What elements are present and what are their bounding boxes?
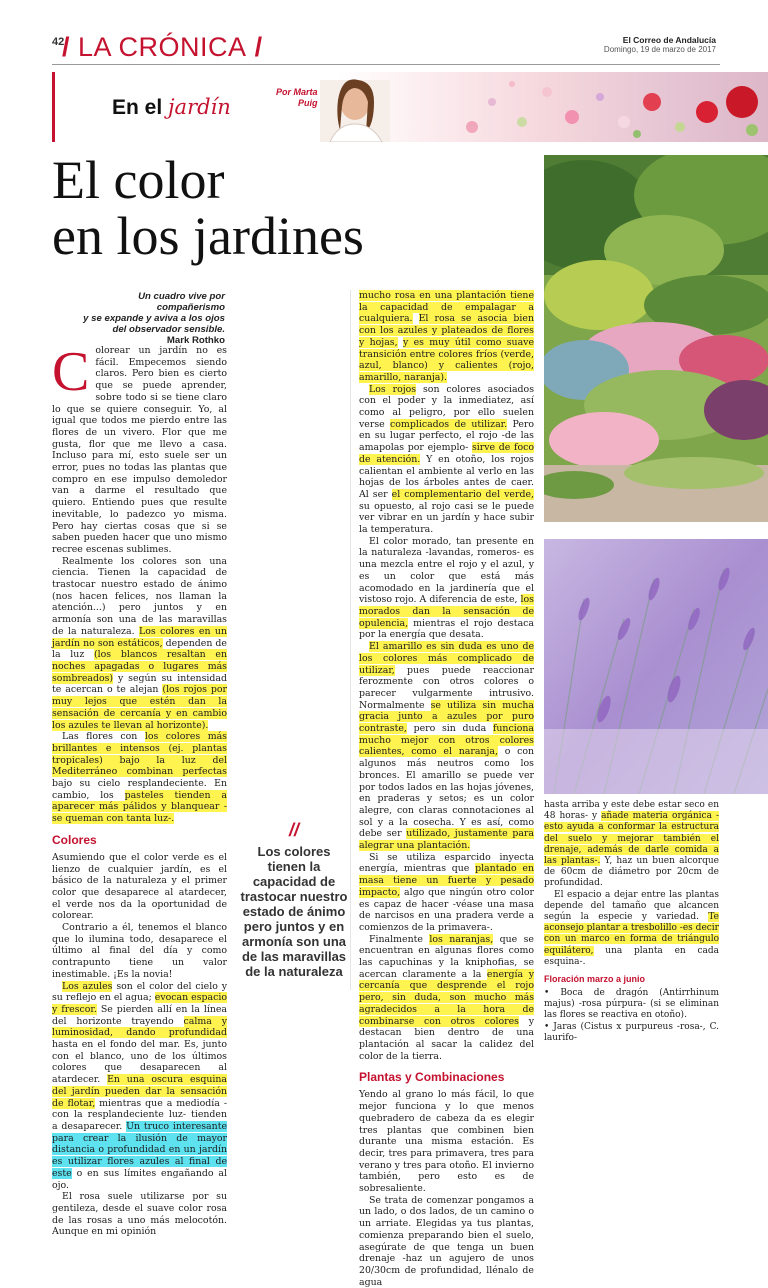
list-item: • Jaras (Cistus x purpureus -rosa-, C. laurifo- (544, 1021, 719, 1043)
paragraph: El amarillo es sin duda es uno de los colores más complicado de utilizar, pues puede reaccionar ferozmente con otros colores o parecer vulgarmente intrusivo. Normalmente se utiliza sin mucha gracia junto a azules por puro contraste, pero sin duda funciona mucho mejor con otros colores calientes, como el naranja, o con algunos más neutros como los bronces. El amarillo se puede ver por todos lados en las hojas jóvenes, en praderas y setos; es un color alegre, con claras connotaciones al sol y a la cosecha. Y es así, como debe ser utilizado, justamente para alegrar una plantación. (359, 641, 535, 852)
subheading: Colores (52, 832, 97, 847)
paragraph: Las flores con los colores más brillantes e intensos (ej. plantas tropicales) bajo la luz del Mediterráneo combinan perfectas bajo su cielo resplandeciente. En cambio, los pasteles tienden a aparecer más pálidos y blanquear -se queman con tanta luz-. (52, 731, 227, 825)
highlight: y es muy útil como suave transición entre colores fríos (verde, azul, blanco) y calientes (rojo, amarillo, naranja). (359, 336, 535, 383)
paragraph: Colorear un jardín no es fácil. Empecemos siendo claros. Pero bien es cierto que se puede aprender, sobre todo si se tiene claro lo que se quiere conseguir. Yo, al igual que todos me pierdo entre las flores de un vivero. Flor que me gusta, flor que me llevo a casa. Incluso para mí, esto suele ser un error, pues no todas las plantas que compro en ese impulso demoledor van a darme el resultado que quiero. Entiendo pues que resulte inevitable, lo padezco yo misma. Pero hay ciertas cosas que si se saben pueden hacer que uno mismo recree escenas sublimes. (52, 341, 227, 555)
garden-photo (544, 155, 768, 522)
highlight: Te aconsejo plantar a tresbolillo -es decir con un marco en forma de triángulo equilátero, (544, 912, 719, 956)
pull-quote (238, 820, 350, 979)
pull-quote-mark: // (288, 820, 299, 840)
paragraph: El espacio a dejar entre las plantas depende del tamaño que alcancen según la especie y variedad. Te aconsejo plantar a tresbolillo -es decir con un marco en forma de triángulo equilátero, una planta en cada esquina-. (544, 889, 719, 967)
list-item: • Boca de dragón (Antirrhinum majus) -rosa púrpura- (si se eliminan las flores se reactiva en otoño). (544, 988, 719, 1021)
highlight: los naranjas, (429, 933, 494, 945)
highlight-blue: Un truco interesante para crear la ilusión de mayor distancia o profundidad en un jardín es utilizar flores azules al final de este (52, 1121, 228, 1179)
paragraph: Realmente los colores son una ciencia. Tienen la capacidad de trastocar nuestro estado de ánimo (nos hacen felices, nos llaman la atención...) pero juntos y en armonía son una de las maravillas de la naturaleza. Los colores en un jardín no son estáticos, dependen de la luz (los blancos resaltan en noches apagadas o lugares más sombreados) y según su intensidad te acercan o te alejan (los rojos por muy lejos que estén dan la sensación de cercanía y en cambio los azules te llevan al horizonte). (52, 555, 228, 731)
highlight: se utiliza sin mucha gracia junto a azules por puro contraste, (359, 699, 534, 735)
lavender-photo (544, 539, 768, 794)
issue-date: Domingo, 19 de marzo de 2017 (603, 45, 716, 54)
paragraph: El rosa suele utilizarse por su gentileza, desde el suave color rosa de las rosas a uno más melocotón. Aunque en mi opinión (52, 1191, 227, 1238)
highlight: funciona mucho mejor con otros colores calientes, como el naranja, (359, 723, 534, 758)
section-title: / LA CRÓNICA / (62, 32, 263, 62)
byline: Por Marta Puig (276, 87, 318, 108)
header-rule (52, 64, 720, 65)
paragraph: Yendo al grano lo más fácil, lo que mejor funciona y lo que menos quebradero de cabeza da es elegir tres plantas que combinen bien durante una misma estación. Es decir, tres para primavera, tres para verano y tres para otoño. El invierno también, pero esto es de sobresaliente. (359, 1089, 534, 1195)
highlight: sirve de foco de atención. (359, 442, 535, 465)
highlight: energía y cercanía que desprende el rojo pero, sin duda, son mucho más agradecidos a la hora de combinarse con otros colores (359, 968, 534, 1027)
paragraph: Se trata de comenzar pongamos a un lado, o dos lados, de un camino o un arriate. Elegidas ya tus plantas, comienza preparando bien el suelo, asegúrate de que tenga un buen drenaje -haz un agujero de unos 20/30cm de profundidad, llénalo de agua (359, 1194, 534, 1288)
highlight: El amarillo es sin duda es uno de los colores más complicado de utilizar, (359, 641, 534, 676)
highlight: los colores más brillantes e intensos (ej. plantas tropicales) bajo la luz del Mediterráneo combinan perfectas (52, 731, 227, 778)
drop-cap: C (52, 341, 90, 403)
article-column-2 (359, 290, 534, 1288)
highlight: el complementario del verde, (391, 488, 534, 500)
highlight: Los colores en un jardín no son estáticos, (52, 625, 228, 649)
highlight: (los blancos resaltan en noches apagadas o lugares más sombreados) (52, 649, 227, 684)
highlight: utilizado, justamente para alegrar una plantación. (359, 828, 535, 852)
highlight: mucho rosa en una plantación tiene la capacidad de empalagar a cualquiera. (359, 290, 534, 325)
paragraph: Asumiendo que el color verde es el lienzo de cualquier jardín, es el básico de la naturaleza y el primer color que desaparece al atardecer, el verde nos da la oportunidad de colorear. (52, 851, 227, 922)
paragraph: Los azules son el color del cielo y su reflejo en el agua; evocan espacio y frescor. Se pierden allí en la línea del horizonte trayendo calma y luminosidad, dando profundidad hasta en el fondo del mar. Es, junto con el blanco, uno de los últimos colores que desaparecen al atardecer. En una oscura esquina del jardín pueden dar la sensación de flotar, mientras que a mediodía -con la resplandeciente luz- tienden a desaparecer. Un truco interesante para crear la ilusión de mayor distancia o profundidad en un jardín es utilizar flores azules al final de este o en sus límites engañando al ojo. (52, 980, 228, 1191)
epigraph-author: Mark Rothko (166, 335, 225, 346)
pull-quote-text: Los colores tienen la capacidad de trastocar nuestro estado de ánimo pero juntos y en armonía son una de las maravillas de la naturaleza (240, 844, 348, 979)
page-number: 42 (52, 36, 65, 48)
highlight: calma y luminosidad, dando profundidad (52, 1015, 227, 1039)
highlight: En una oscura esquina del jardín pueden dar la sensación de flotar, (52, 1074, 228, 1109)
highlight: complicados de utilizar. (390, 418, 508, 430)
highlight: pasteles tienden a aparecer más pálidos y blanquear -se queman con tanta luz-. (52, 789, 227, 825)
paragraph: Contrario a él, tenemos el blanco que lo ilumina todo, desaparece el último al final del día y como contrapunto tiene un valor inestimable. ¡Es la novia! (52, 922, 227, 980)
highlight: (los rojos por muy lejos que estén dan la sensación de cercanía y en cambio los azules te llevan al horizonte). (52, 684, 228, 731)
subheading: Plantas y Combinaciones (359, 1070, 505, 1085)
article-column-3 (544, 800, 719, 1044)
paragraph: Los rojos son colores asociados con el poder y la inmediatez, así como al peligro, por ello suelen verse complicados de utilizar. Pero en su lugar perfecto, el rojo -de las amapolas por ejemplo- sirve de foco de atención. Y en otoño, los rojos calientan el ambiente al verlo en las hojas de los árboles antes de caer. Al ser el complementario del verde, su opuesto, al rojo casi se le puede ver vibrar en un jardín y hace subir la temperatura. (359, 383, 535, 536)
column-title: En el jardín (112, 95, 231, 119)
highlight: Los rojos (369, 383, 417, 395)
highlight: Los azules (62, 980, 113, 992)
paragraph: Finalmente los naranjas, que se encuentran en algunas flores como las capuchinas y la kniphofias, se acercan claramente a la energía y cercanía que desprende el rojo pero, sin duda, son mucho más agradecidos a la hora de combinarse con otros colores y destacan bien dentro de una plantación al sacar la calidez del color de la tierra. (359, 933, 534, 1062)
highlight: plantado en masa tiene un fuerte y pesado impacto, (359, 863, 534, 898)
article-headline: El color en los jardines (52, 150, 364, 266)
paragraph: hasta arriba y este debe estar seco en 48 horas- y añade materia orgánica -esto ayuda a conformar la estructura del suelo y mejorar también el drenaje, además de darle comida a las plantas-. Y, haz un buen alcorque de 60cm de diámetro por 20cm de profundidad. (544, 800, 719, 889)
author-portrait (320, 79, 390, 142)
article-column-1 (52, 341, 228, 1238)
epigraph: Un cuadro vive por compañerismo y se expande y aviva a los ojos del observador sensible. Mark Rothko (70, 291, 225, 346)
paragraph (359, 290, 534, 384)
highlight: añade materia orgánica -esto ayuda a conformar la estructura del suelo y mejorar también el drenaje, además de darle comida a las plantas-. (544, 811, 719, 867)
paragraph: Si se utiliza esparcido inyecta energía, mientras que plantado en masa tiene un fuerte y pesado impacto, algo que ningún otro color es capaz de hacer -véase una masa de narcisos en una pradera verde a comienzos de la primavera-. (359, 851, 534, 933)
newspaper-name: El Correo de Andalucía (622, 35, 716, 45)
highlight: los morados dan la sensación de opulencia, (359, 594, 534, 629)
column-divider (350, 290, 351, 990)
banner-accent-bar (52, 72, 55, 142)
highlight: El rosa se asocia bien con los azules y plateados de flores y hojas, (359, 313, 534, 348)
subheading: Floración marzo a junio (544, 974, 646, 985)
highlight: evocan espacio y frescor. (52, 992, 227, 1015)
paragraph: El color morado, tan presente en la naturaleza -lavandas, romeros- es una mezcla entre el rojo y el azul, y es un color que está más acomodado en la jardinería que el vistoso rojo. A diferencia de este, los morados dan la sensación de opulencia, mientras el rojo destaca por la energía que desata. (359, 535, 534, 641)
